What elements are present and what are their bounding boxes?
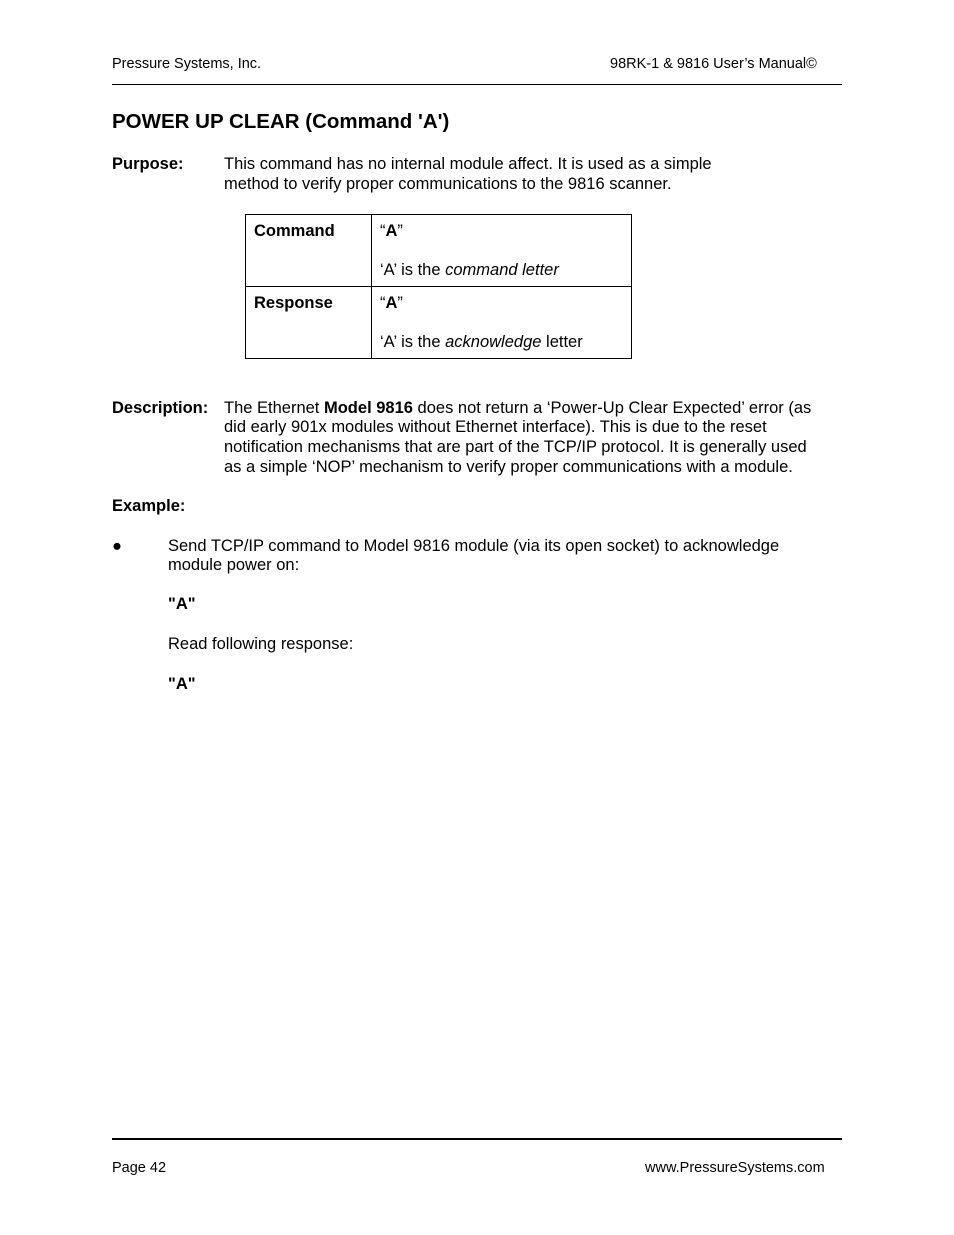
purpose-text-line1: This command has no internal module affect. It is used as a simple xyxy=(224,155,712,173)
header-manual-title: 98RK-1 & 9816 User’s Manual© xyxy=(610,56,817,72)
description-text-line3: notification mechanisms that are part of the TCP/IP protocol. It is generally used xyxy=(224,438,807,456)
footer-website: www.PressureSystems.com xyxy=(645,1160,825,1176)
description-text-line1 xyxy=(224,399,811,418)
table-cell-label: Command xyxy=(246,215,372,287)
description-label: Description: xyxy=(112,399,209,417)
purpose-label: Purpose: xyxy=(112,155,184,173)
desc-prefix: ‘A’ is the xyxy=(380,261,446,279)
footer-divider xyxy=(112,1138,842,1140)
table-row-command xyxy=(246,215,632,287)
table-cell-label: Response xyxy=(246,287,372,359)
table-cell-description xyxy=(380,261,623,280)
response-letter: A xyxy=(385,294,398,312)
desc-line1-end: does not return a ‘Power-Up Clear Expected’ error (as xyxy=(412,399,812,417)
desc-italic: command letter xyxy=(445,261,559,279)
example-read-text: Read following response: xyxy=(168,635,354,653)
table-cell-value xyxy=(372,287,632,359)
bullet-icon: ● xyxy=(112,537,122,555)
desc-suffix: letter xyxy=(541,333,583,351)
table-cell-description xyxy=(380,333,623,352)
page-title: POWER UP CLEAR (Command 'A') xyxy=(112,110,450,133)
command-table xyxy=(245,214,632,359)
example-response: "A" xyxy=(168,675,196,693)
quote-close: ” xyxy=(397,294,403,312)
command-letter: A xyxy=(385,222,398,240)
example-label: Example: xyxy=(112,497,186,515)
desc-line1-start: The Ethernet xyxy=(224,399,324,417)
table-row-response xyxy=(246,287,632,359)
header-company: Pressure Systems, Inc. xyxy=(112,56,262,72)
footer-page-number: Page 42 xyxy=(112,1160,167,1176)
description-text-line4: as a simple ‘NOP’ mechanism to verify proper communications with a module. xyxy=(224,458,793,476)
quote-open: “ xyxy=(380,294,386,312)
example-text-line1: Send TCP/IP command to Model 9816 module (via its open socket) to acknowledge xyxy=(168,537,780,555)
model-name: Model 9816 xyxy=(323,399,413,417)
header-divider xyxy=(112,84,842,85)
example-command: "A" xyxy=(168,595,196,613)
table-cell-value xyxy=(372,215,632,287)
purpose-text-line2: method to verify proper communications to the 9816 scanner. xyxy=(224,175,672,193)
desc-italic: acknowledge xyxy=(445,333,542,351)
quote-close: ” xyxy=(397,222,403,240)
example-text-line2: module power on: xyxy=(168,556,300,574)
desc-prefix: ‘A’ is the xyxy=(380,333,446,351)
quote-open: “ xyxy=(380,222,386,240)
description-text-line2: did early 901x modules without Ethernet interface). This is due to the reset xyxy=(224,418,767,436)
